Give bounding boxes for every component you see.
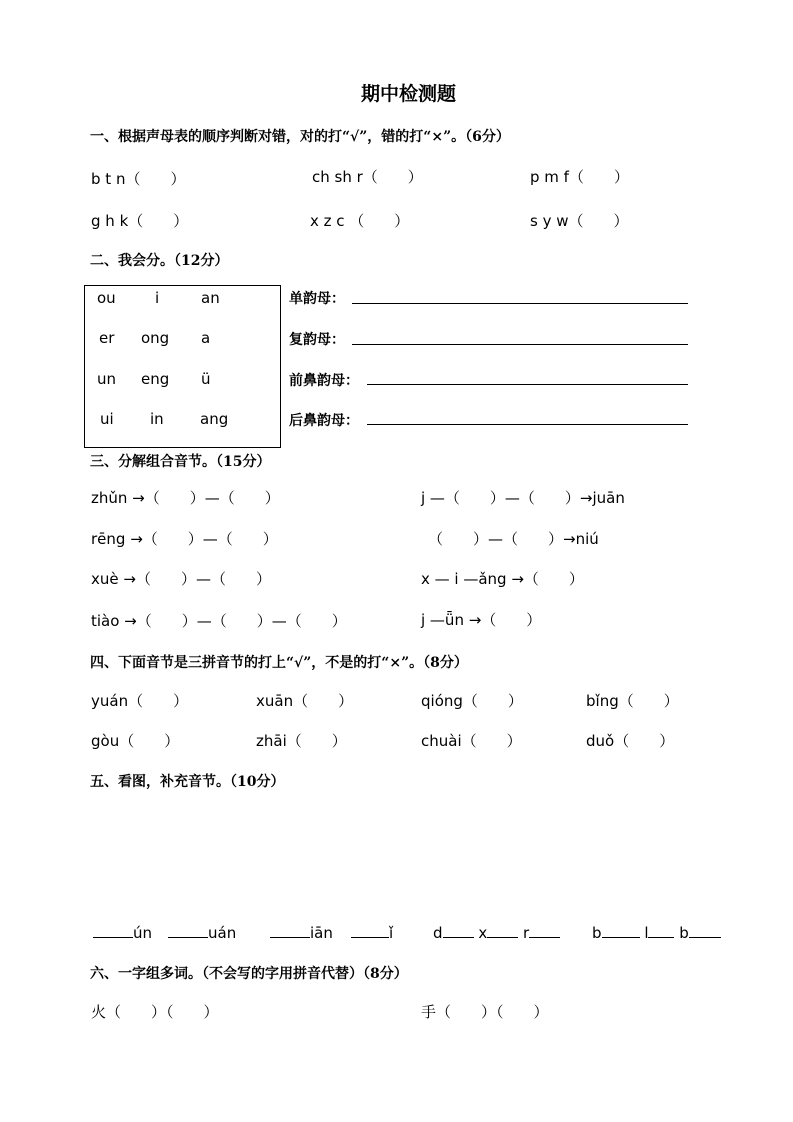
fill-blank-sequence[interactable]: b l b [592,923,721,942]
box-cell: ü [201,370,211,388]
s4-item: gòu（ ） [91,732,180,750]
s1-item: b t n（ ） [91,170,186,188]
s1-item: ch sh r（ ） [312,168,423,186]
box-cell: in [150,410,164,428]
s4-item: qióng（ ） [421,692,523,710]
category-label: 单韵母： [289,291,345,307]
section-4-heading: 四、下面音节是三拼音节的打上“√”，不是的打“×”。（8分） [90,655,468,671]
fill-blank[interactable]: iān [270,923,333,942]
section-2-heading: 二、我会分。（12分） [90,253,229,269]
fill-blank[interactable]: uán [168,923,236,942]
s1-item: x z c （ ） [310,212,410,230]
s3-item: rēng →（ ）—（ ） [91,530,278,548]
s4-item: zhāi（ ） [256,732,347,750]
category-label: 复韵母： [289,332,345,348]
s3-item: j —（ ）—（ ）→juān [421,489,625,507]
category-label: 后鼻韵母： [289,413,359,429]
box-cell: ong [141,329,170,347]
s3-item: （ ）—（ ）→niú [428,530,599,548]
page-title: 期中检测题 [361,83,457,105]
answer-line[interactable] [352,344,688,345]
box-cell: an [201,289,220,307]
s3-item: x — i —ǎng →（ ） [421,570,584,588]
fill-blank-sequence[interactable]: d x r [433,923,560,942]
answer-line[interactable] [367,424,688,425]
s4-item: yuán（ ） [91,692,189,710]
box-cell: a [201,329,211,347]
box-cell: ui [100,410,114,428]
s3-item: xuè →（ ）—（ ） [91,570,271,588]
box-cell: ou [97,289,116,307]
section-1-heading: 一、根据声母表的顺序判断对错，对的打“√”，错的打“×”。（6分） [90,129,510,145]
fill-blank[interactable]: ǐ [351,923,393,942]
answer-line[interactable] [367,384,688,385]
box-cell: un [97,370,117,388]
s3-item: zhǔn →（ ）—（ ） [91,489,280,507]
section-6-heading: 六、一字组多词。（不会写的字用拼音代替）（8分） [90,966,408,982]
s3-item: tiào →（ ）—（ ）—（ ） [91,612,347,630]
box-cell: er [99,329,115,347]
s1-item: g h k（ ） [91,212,189,230]
category-label: 前鼻韵母： [289,373,359,389]
s4-item: xuān（ ） [256,692,354,710]
box-cell: eng [141,370,170,388]
fill-blank[interactable]: ún [93,923,152,942]
s4-item: duǒ（ ） [586,732,675,750]
answer-line[interactable] [352,303,688,304]
section-5-heading: 五、看图，补充音节。（10分） [90,774,285,790]
s6-item: 手（ ）（ ） [421,1003,549,1021]
s6-item: 火（ ）（ ） [91,1003,219,1021]
box-cell: i [155,289,160,307]
s1-item: s y w（ ） [530,212,629,230]
picture-area [90,800,730,910]
s4-item: bǐng（ ） [586,692,679,710]
section-3-heading: 三、分解组合音节。（15分） [90,454,271,470]
s3-item: j —ǖn →（ ） [421,611,542,629]
box-cell: ang [200,410,229,428]
s1-item: p m f（ ） [530,168,629,186]
s4-item: chuài（ ） [421,732,522,750]
